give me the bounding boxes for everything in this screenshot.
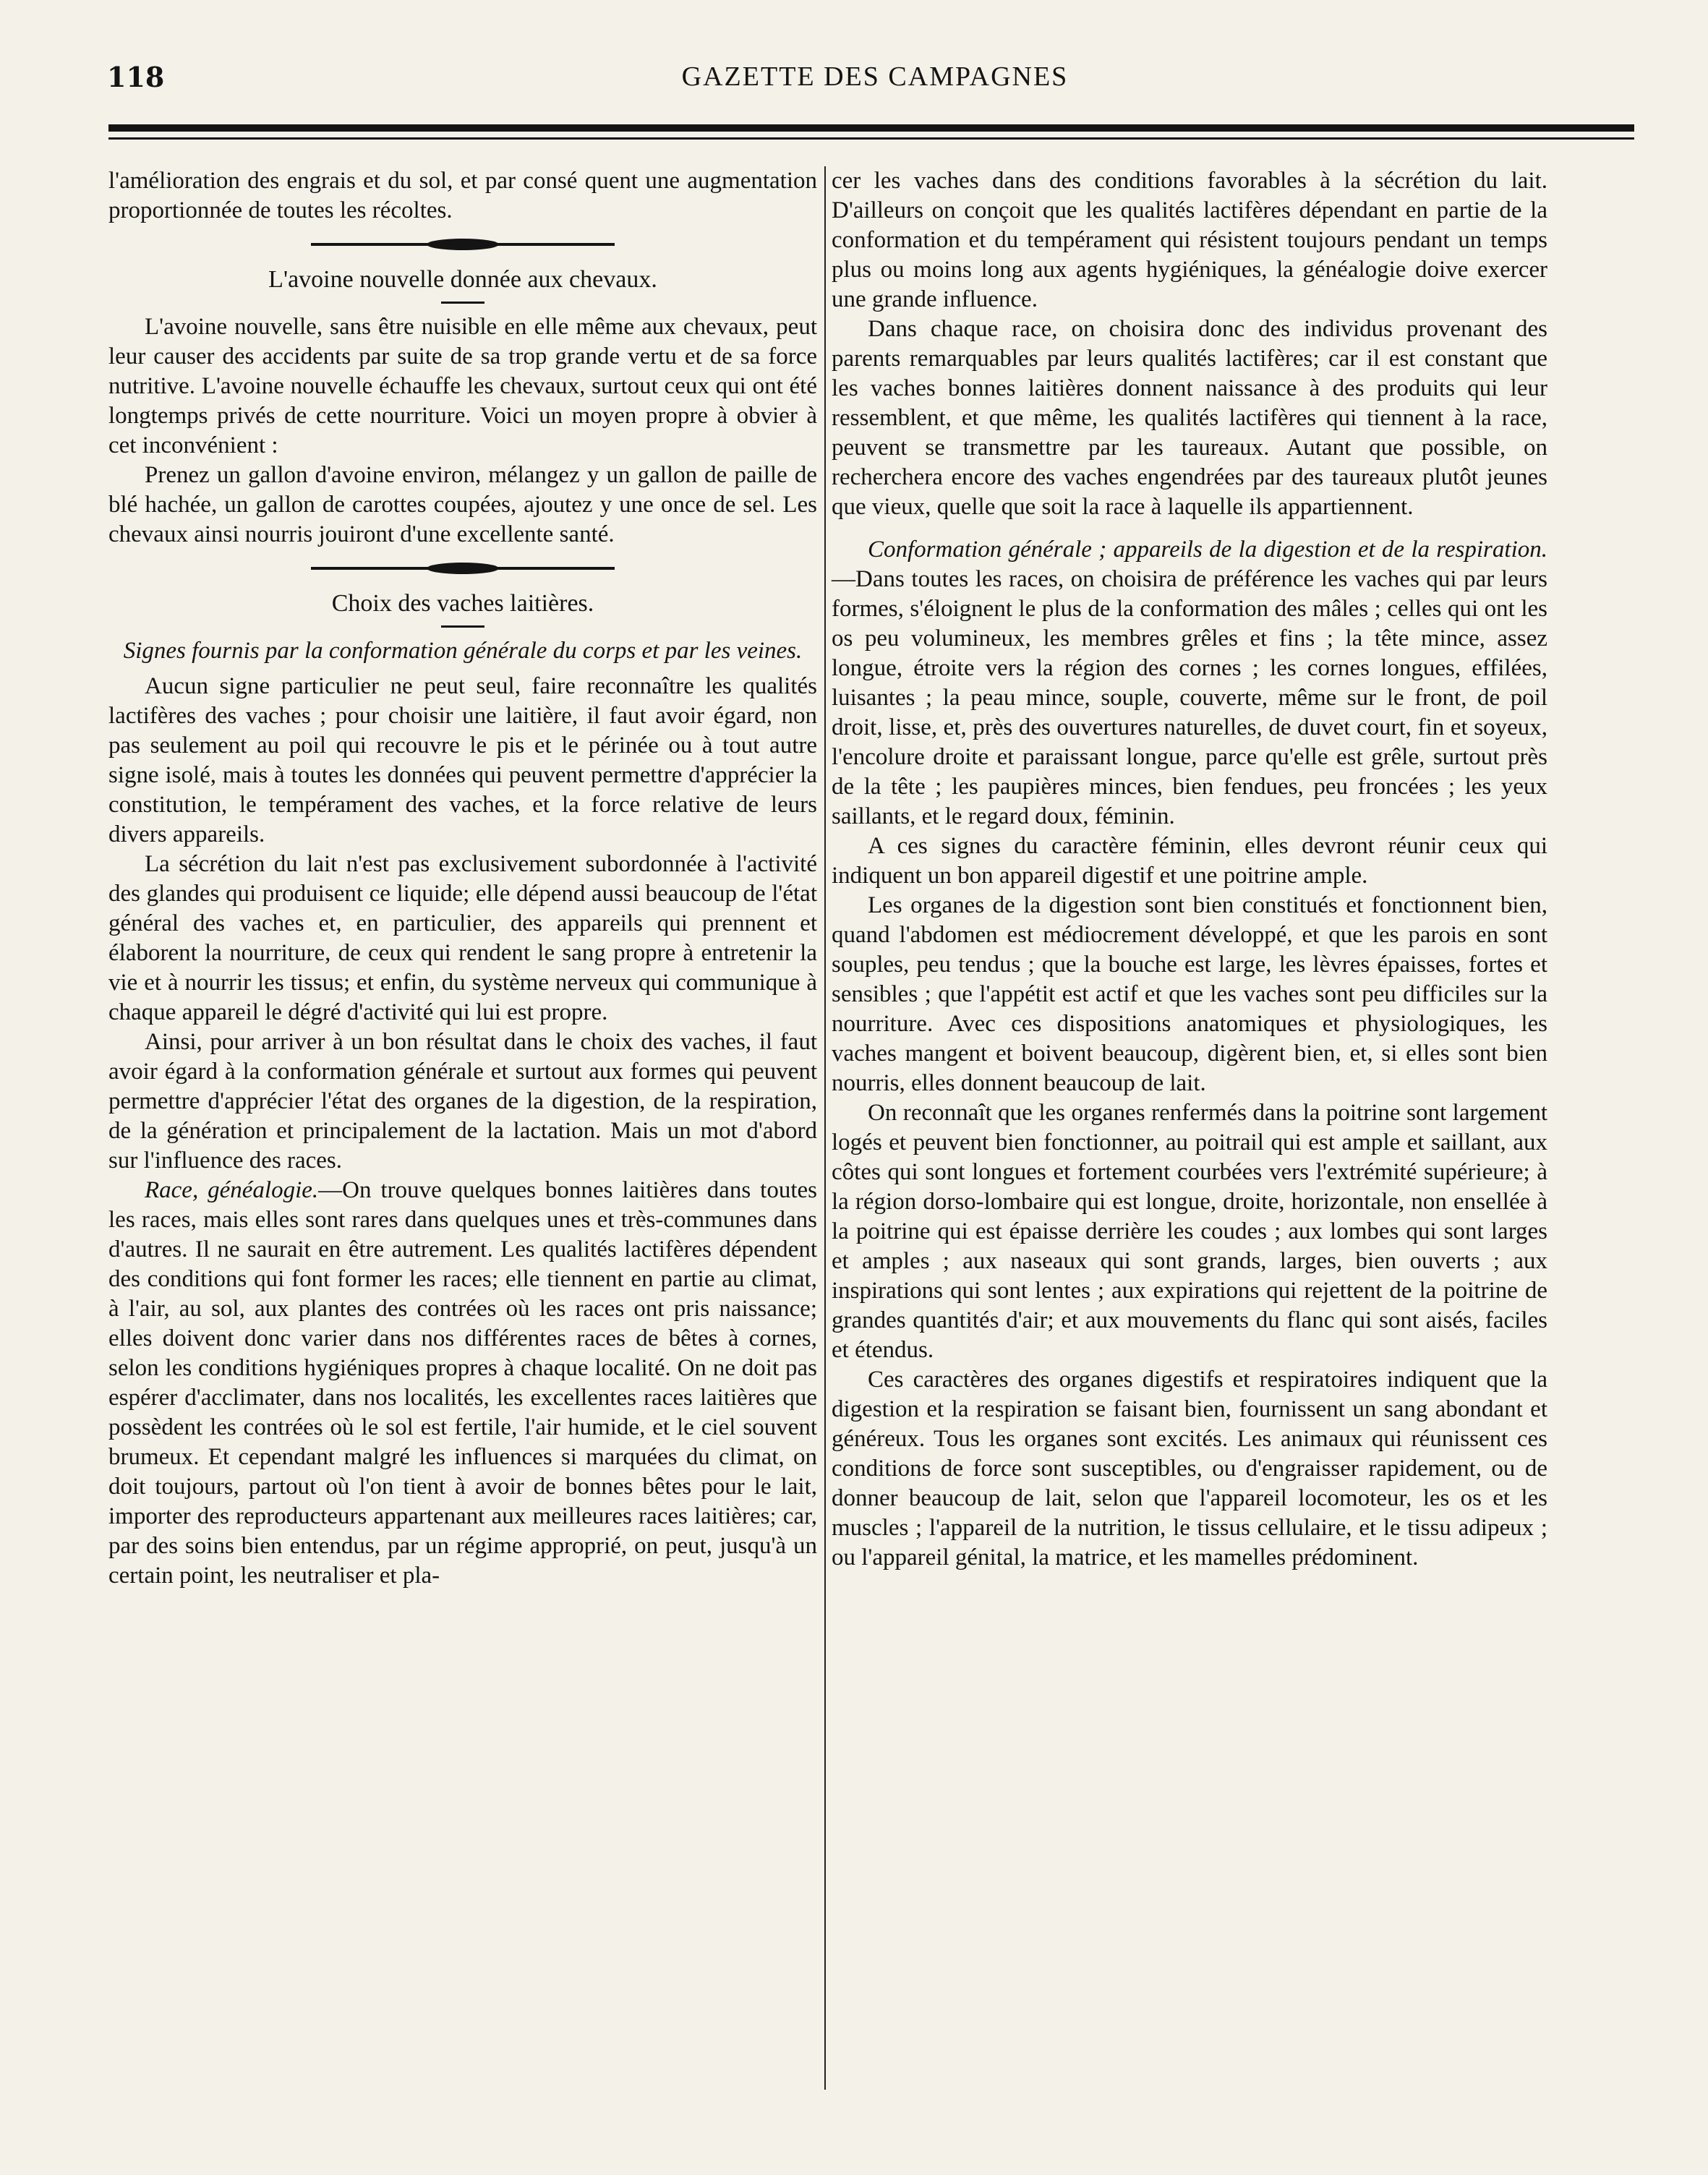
column-divider	[824, 166, 826, 2090]
body-paragraph: La sécrétion du lait n'est pas exclusivement subordonnée à l'activité des glandes qui produisent ce liquide; elle dépend aussi beaucoup de l'état général des vaches et, en particulier, des appareils qui prennent et élaborent la nourriture, de ceux qui rendent le sang propre à entretenir la vie et à nourrir les tissus; et enfin, du système nerveux qui communique à chaque appareil le dégré d'activité qui lui est propre.	[108, 851, 817, 1025]
paragraph-text: —Dans toutes les races, on choisira de préférence les vaches qui par leurs formes, s'éloignent le plus de la conformation des mâles ; celles qui ont les os peu volumineux, les membres grêles et fins ; la tête mince, assez longue, étroite vers la région des cornes ; les cornes longues, effilées, luisantes ; la peau mince, souple, couverte, même sur le front, de poil droit, lisse, et, près des ouvertures naturelles, de duvet court, fin et soyeux, l'encolure droite et paraissant longue, parce qu'elle est grêle, surtout près de la tête ; les paupières minces, bien fendues, peu froncées ; les yeux saillants, et le regard doux, féminin.	[832, 566, 1547, 829]
intro-paragraph: l'amélioration des engrais et du sol, et par consé quent une augmentation proportionnée de toutes les récoltes.	[108, 168, 817, 223]
page-number: 118	[107, 61, 165, 93]
section-subheading: Signes fournis par la conformation générale du corps et par les veines.	[123, 638, 803, 664]
section-separator	[311, 567, 615, 570]
body-paragraph: Dans chaque race, on choisira donc des individus provenant des parents remarquables par leurs qualités lactifères; car il est constant que les vaches bonnes laitières donnent naissance à des produits qui leur ressemblent, et que même, les qualités lactifères qui tiennent à la race, peuvent se transmettre par les taureaux. Autant que possible, on recherchera encore des vaches engendrées par des taureaux plutôt jeunes que vieux, quelle que soit la race à laquelle ils appartiennent.	[832, 316, 1547, 520]
body-paragraph: L'avoine nouvelle, sans être nuisible en elle même aux chevaux, peut leur causer des accidents par suite de sa trop grande vertu et de sa force nutritive. L'avoine nouvelle échauffe les chevaux, surtout ceux qui ont été longtemps privés de cette nourriture. Voici un moyen propre à obvier à cet inconvénient :	[108, 314, 817, 458]
header-rule-thin	[108, 137, 1634, 140]
body-paragraph: cer les vaches dans des conditions favorables à la sécrétion du lait. D'ailleurs on conçoit que les qualités lactifères dépendant en partie de la conformation et du tempérament qui résistent toujours pendant un temps plus ou moins long aux agents hygiéniques, la généalogie doive exercer une grande influence.	[832, 168, 1547, 312]
section-heading-vaches: Choix des vaches laitières.	[331, 590, 594, 617]
right-column	[832, 166, 1547, 1573]
paragraph-text: —On trouve quelques bonnes laitières dans toutes les races, mais elles sont rares dans quelques unes et très-communes dans d'autres. Il ne saurait en être autrement. Les qualités lactifères dépendent des conditions qui font former les races; elle tiennent en partie au climat, à l'air, au sol, aux plantes des contrées où les races ont pris naissance; elles doivent donc varier dans nos différentes races de bêtes à cornes, selon les conditions hygiéniques propres à chaque localité. On ne doit pas espérer d'acclimater, dans nos localités, les excellentes races laitières que possèdent les contrées où le sol est fertile, l'air humide, et le ciel souvent brumeux. Et cependant malgré les influences si marquées du climat, on doit toujours, partout où l'on tient à avoir de bonnes bêtes pour le lait, importer des reproducteurs appartenant aux meilleures races laitières; car, par des soins bien entendus, par un régime approprié, on peut, jusqu'à un certain point, les neutraliser et pla-	[108, 1177, 817, 1589]
body-paragraph: Ces caractères des organes digestifs et respiratoires indiquent que la digestion et la respiration se faisant bien, fournissent un sang abondant et généreux. Tous les organes sont excités. Les animaux qui réunissent ces conditions de force sont susceptibles, ou d'engraisser rapidement, ou de donner beaucoup de lait, selon que l'appareil locomoteur, les os et les muscles ; l'appareil de la nutrition, le tissus cellulaire, et le tissu adipeux ; ou l'appareil génital, la matrice, et les mamelles prédominent.	[832, 1367, 1547, 1571]
header-rule-thick	[108, 124, 1634, 132]
section-heading-avoine: L'avoine nouvelle donnée aux chevaux.	[268, 266, 657, 293]
paragraph-lead: Conformation générale ; appareils de la digestion et de la respiration.	[868, 537, 1547, 563]
paragraph-gap	[832, 522, 1547, 535]
body-paragraph	[108, 1176, 817, 1591]
body-paragraph: Aucun signe particulier ne peut seul, faire reconnaître les qualités lactifères des vaches ; pour choisir une laitière, il faut avoir égard, non pas seulement au poil qui recouvre le pis et le périnée ou à tout autre signe isolé, mais à toutes les données qui peuvent permettre d'apprécier la constitution, le tempérament des vaches, et la force relative de leurs divers appareils.	[108, 673, 817, 847]
heading-rule	[441, 625, 484, 628]
section-separator	[311, 243, 615, 246]
heading-rule	[441, 302, 484, 304]
body-paragraph: Ainsi, pour arriver à un bon résultat dans le choix des vaches, il faut avoir égard à la conformation générale et surtout aux formes qui peuvent permettre d'apprécier l'état des organes de la digestion, de la respiration, de la génération et principalement de la lactation. Mais un mot d'abord sur l'influence des races.	[108, 1029, 817, 1174]
paragraph-lead: Race, généalogie.	[145, 1177, 319, 1203]
body-paragraph: Les organes de la digestion sont bien constitués et fonctionnent bien, quand l'abdomen est médiocrement développé, et que les parois en sont souples, peu tendus ; que la bouche est large, les lèvres épaisses, fortes et sensibles ; que l'appétit est actif et que les vaches sont peu difficiles sur la nourriture. Avec ces dispositions anatomiques et physiologiques, les vaches mangent et boivent beaucoup, digèrent bien, et, si elles sont bien nourris, elles donnent beaucoup de lait.	[832, 892, 1547, 1096]
running-head-title: GAZETTE DES CAMPAGNES	[681, 61, 1069, 92]
left-column	[108, 166, 817, 1591]
body-paragraph: On reconnaît que les organes renfermés dans la poitrine sont largement logés et peuvent bien fonctionner, au poitrail qui est ample et saillant, aux côtes qui sont longues et fortement courbées vers l'extrémité supérieure; à la région dorso-lombaire qui est longue, droite, horizontale, non ensellée à la poitrine qui est épaisse derrière les coudes ; aux lombes qui sont larges et amples ; aux naseaux qui sont grands, larges, bien ouverts ; aux inspirations qui sont lentes ; aux expirations qui rejettent de la poitrine de grandes quantités d'air; et aux mouvements du flanc qui sont aisés, faciles et étendus.	[832, 1100, 1547, 1363]
body-paragraph: Prenez un gallon d'avoine environ, mélangez y un gallon de paille de blé hachée, un gallon de carottes coupées, ajoutez y une once de sel. Les chevaux ainsi nourris jouiront d'une excellente santé.	[108, 462, 817, 547]
body-paragraph: A ces signes du caractère féminin, elles devront réunir ceux qui indiquent un bon appareil digestif et une poitrine ample.	[832, 833, 1547, 889]
body-paragraph	[832, 535, 1547, 832]
